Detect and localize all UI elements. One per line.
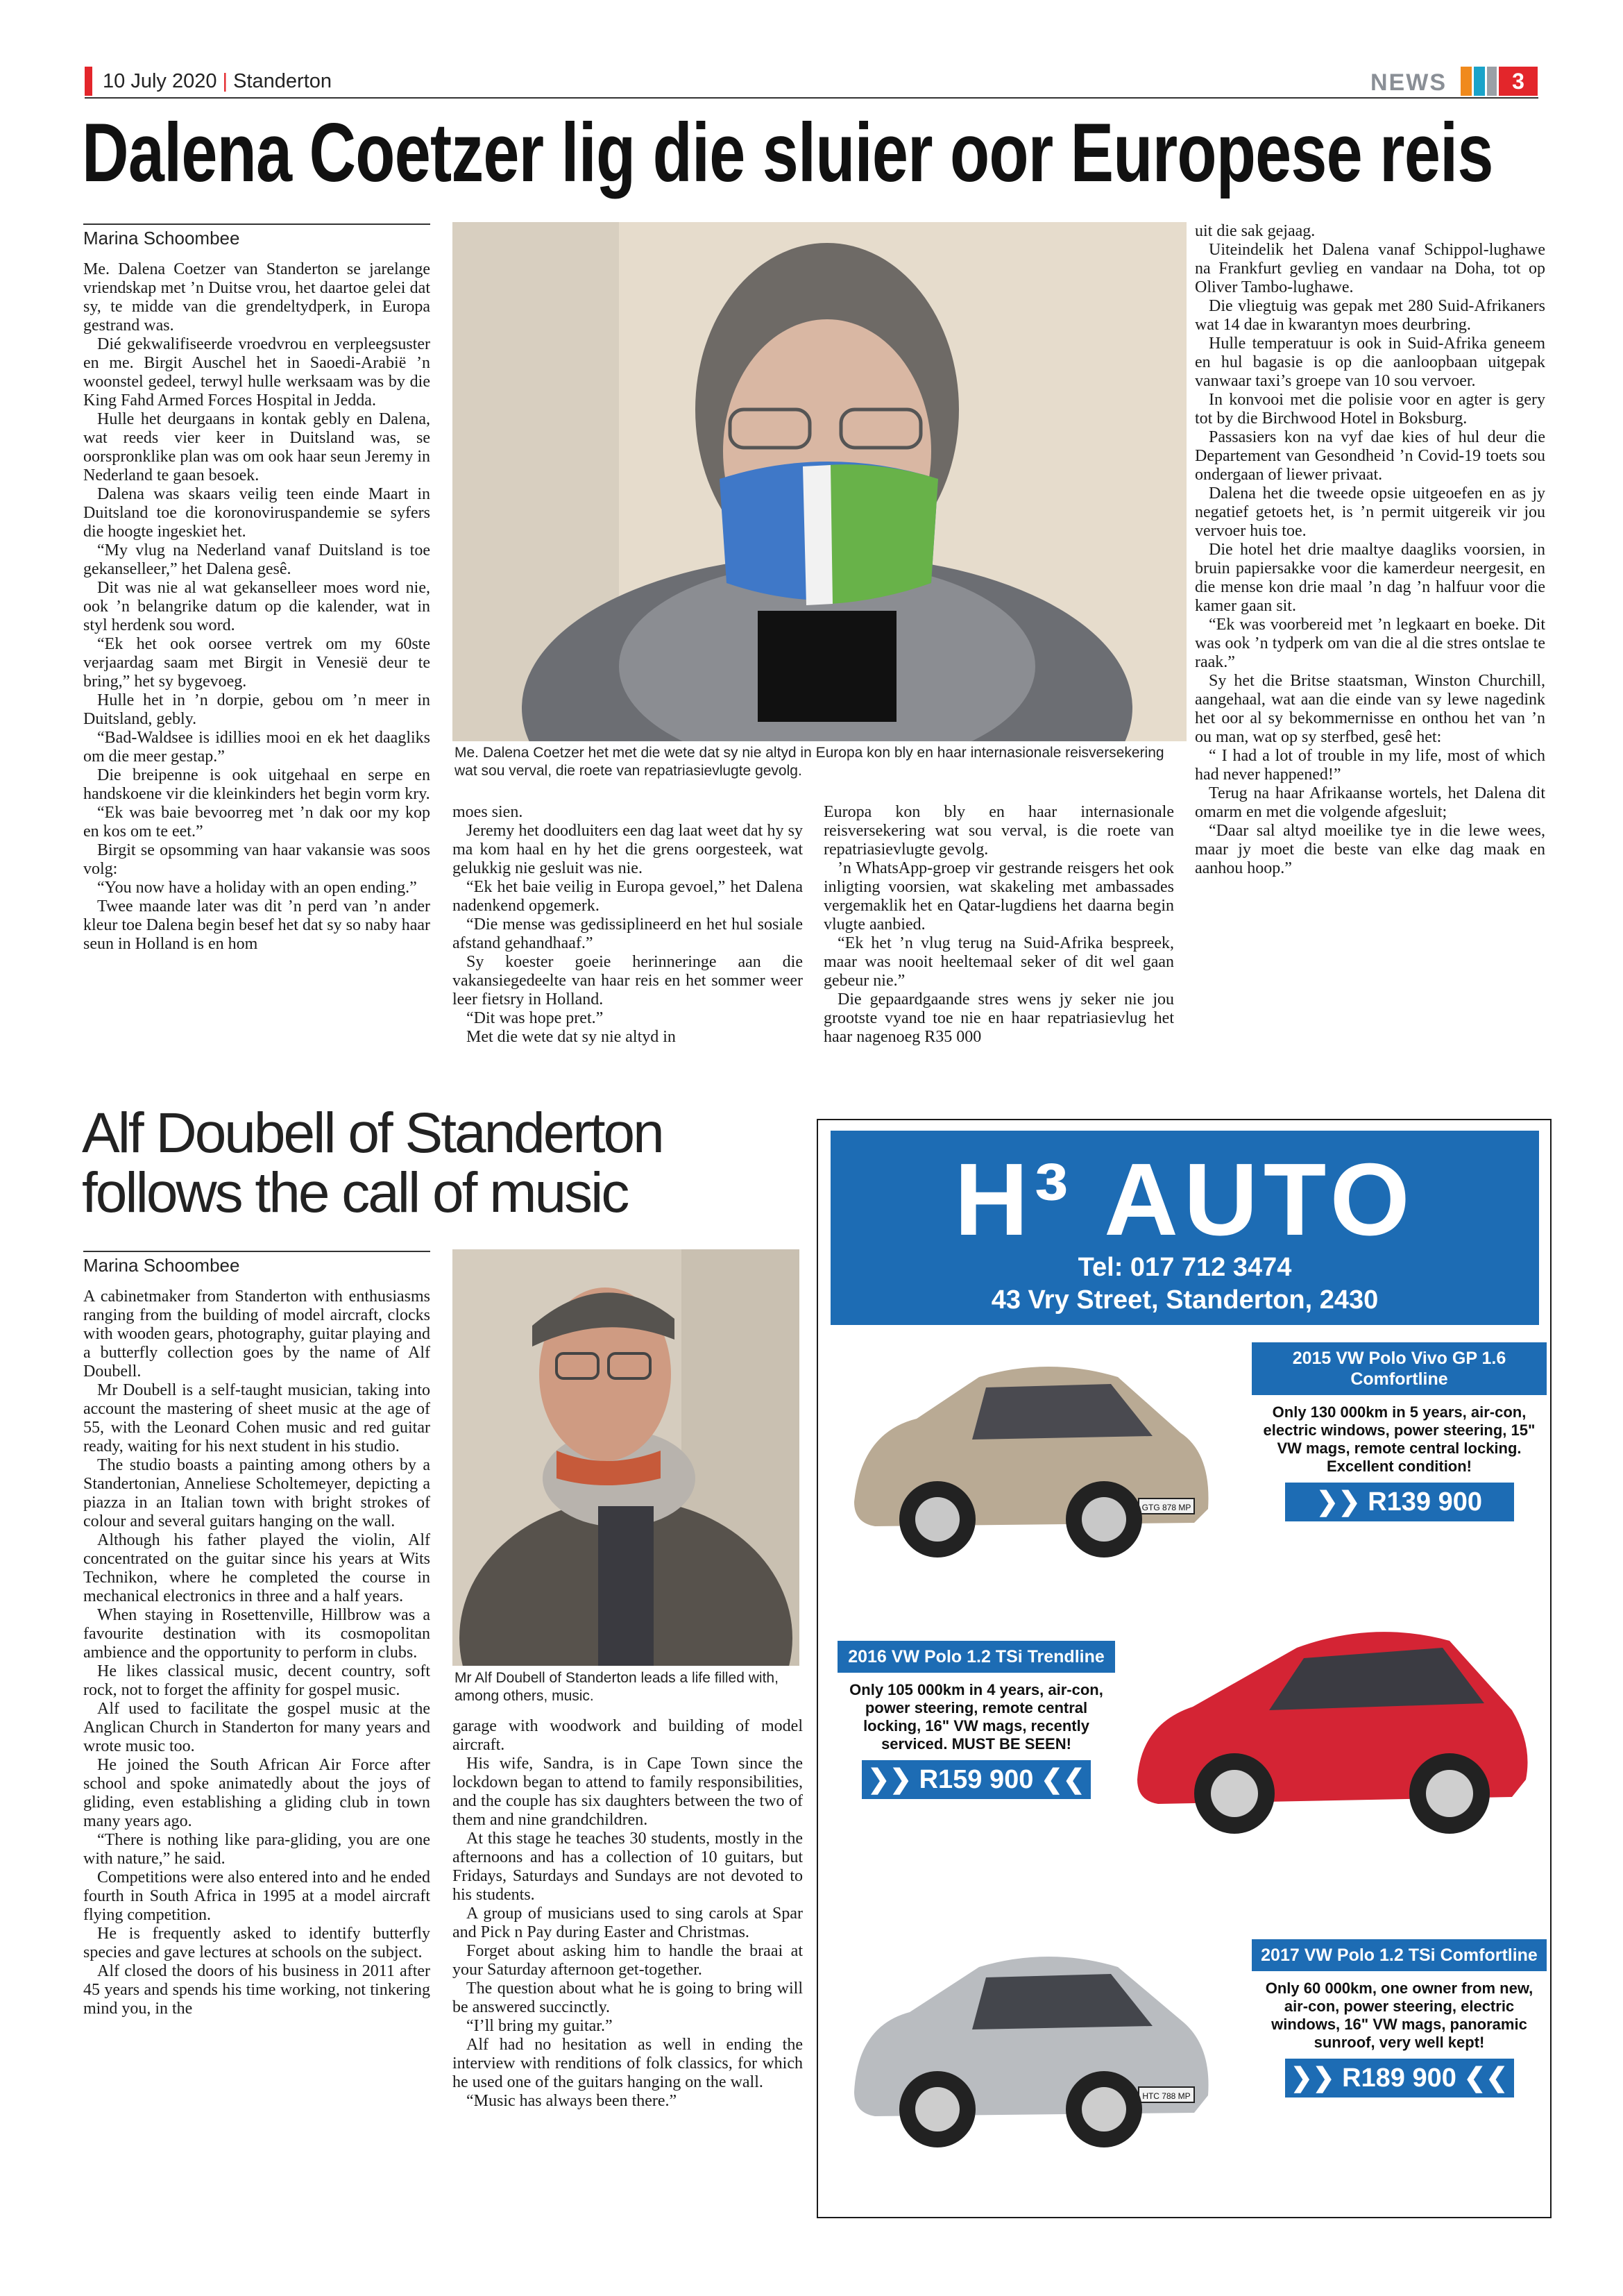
paragraph: Twee maande later was dit ’n perd van ’n ander kleur toe Dalena begin besef het dat sy so naby haar seun in Holland is en hom — [83, 897, 430, 953]
paragraph: Die hotel het drie maaltye daagliks voorsien, in bruin papiersakke voor die kamerdeur neergesit, en die mense kon drie maal ’n dag ’n halfuur voor die kamer gaan sit. — [1195, 541, 1545, 615]
paragraph: When staying in Rosettenville, Hillbrow was a favourite destination with its cosmopolitan ambience and the opportunity to perform in clubs. — [83, 1606, 430, 1662]
car-1-title: 2015 VW Polo Vivo GP 1.6 Comfortline — [1252, 1342, 1547, 1395]
paragraph: “Ek het baie veilig in Europa gevoel,” het Dalena nadenkend opgemerk. — [452, 878, 803, 915]
car-1-price-tag — [1285, 1483, 1514, 1521]
paragraph: “Daar sal altyd moeilike tye in die lewe wees, maar jy moet die beste van elke dag maak en aanhou hoop.” — [1195, 822, 1545, 877]
paragraph: Hulle het deurgaans in kontak gebly en Dalena, wat reeds vier keer in Duitsland was, se oorspronklike plan was om ook haar seun Jeremy in Nederland te gaan besoek. — [83, 410, 430, 484]
car-1-description: Only 130 000km in 5 years, air-con, electric windows, power steering, 15" VW mags, remote central locking. Excellent condition! — [1263, 1403, 1536, 1475]
paragraph: “My vlug na Nederland vanaf Duitsland is toe gekanselleer,” het Dalena gesê. — [83, 541, 430, 578]
car-2-title: 2016 VW Polo 1.2 TSi Trendline — [838, 1641, 1115, 1673]
paragraph: Jeremy het doodluiters een dag laat weet dat hy sy ma kom haal en hy het die grens oorgesteek, wat gelukkig nie gesluit was nie. — [452, 822, 803, 877]
paragraph: Die gepaardgaande stres wens jy seker nie jou grootste vyand toe nie en haar repatriasievlug het haar nagenoeg R35 000 — [824, 990, 1174, 1046]
paragraph: “Ek het ’n vlug terug na Suid-Afrika bespreek, maar was nooit heeltemaal seker of dit wel gaan gebeur nie.” — [824, 934, 1174, 990]
paragraph: His wife, Sandra, is in Cape Town since the lockdown began to attend to family responsibilities, and the couple has six daughters between the two of them and nine grandchildren. — [452, 1755, 803, 1829]
car-2-panel — [838, 1641, 1115, 1799]
section-label: NEWS — [1370, 69, 1447, 96]
article1-column-2 — [452, 803, 803, 1047]
paragraph: Die vliegtuig was gepak met 280 Suid-Afrikaners wat 14 dae in kwarantyn moes deurbring. — [1195, 297, 1545, 334]
chevrons-left-icon: ❮❮ — [1463, 2063, 1509, 2093]
car-2-illustration — [1123, 1606, 1540, 1835]
chevrons-left-icon: ❮❮ — [1040, 1765, 1085, 1794]
town-name: Standerton — [233, 70, 332, 92]
advert-banner — [831, 1131, 1539, 1325]
section-color-block-orange — [1461, 67, 1472, 96]
car-3-price-tag — [1285, 2059, 1514, 2097]
chevrons-right-icon: ❯❯ — [867, 1765, 912, 1794]
article1-byline: Marina Schoombee — [83, 223, 430, 249]
header-red-bar — [85, 67, 92, 96]
article2-photo-caption: Mr Alf Doubell of Standerton leads a life filled with, among others, music. — [454, 1670, 779, 1704]
paragraph: A group of musicians used to sing carols at Spar and Pick n Pay during Easter and Christmas. — [452, 1905, 803, 1941]
article1-column-4 — [1195, 222, 1545, 878]
paragraph: A cabinetmaker from Standerton with enthusiasms ranging from the building of model aircraft, clocks with wooden gears, photography, guitar playing and a butterfly collection goes by the name of Alf Doubell. — [83, 1288, 430, 1381]
paragraph: Dié gekwalifiseerde vroedvrou en verpleegsuster en me. Birgit Auschel het in Saoedi-Arabië ’n woonstel gedeel, terwyl hulle werksaam was by die King Fahd Armed Forces Hospital in Jedda. — [83, 335, 430, 410]
paragraph: He joined the South African Air Force after school and spoke animatedly about the joys of gliding, even establishing a gliding club in town many years ago. — [83, 1756, 430, 1830]
paragraph: “Bad-Waldsee is idillies mooi en ek het daagliks om die meer gestap.” — [83, 729, 430, 766]
car-3-title: 2017 VW Polo 1.2 TSi Comfortline — [1252, 1939, 1547, 1971]
car-image-polo-trendline — [1123, 1606, 1540, 1835]
paragraph: Me. Dalena Coetzer van Standerton se jarelange vriendskap met ’n Duitse vrou, het daartoe gelei dat sy, te midde van die grendeltydperk, in Europa gestrand was. — [83, 260, 430, 335]
header-rule — [85, 97, 1538, 99]
paragraph: He likes classical music, decent country, soft rock, not to forget the affinity for gospel music. — [83, 1662, 430, 1699]
section-color-block-teal — [1474, 67, 1485, 96]
header-dateline — [103, 67, 332, 96]
paragraph: “ I had a lot of trouble in my life, most of which had never happened!” — [1195, 747, 1545, 784]
section-color-block-gray — [1487, 67, 1497, 96]
paragraph: “Ek het ook oorsee vertrek om my 60ste verjaardag saam met Birgit in Venesië deur te bring,” het sy bygevoeg. — [83, 635, 430, 691]
car-3-number-plate: HTC 788 MP — [1142, 2091, 1191, 2101]
paragraph: “I’ll bring my guitar.” — [466, 2017, 613, 2035]
paragraph: Dalena het die tweede opsie uitgeoefen en as jy negatief getoets het, is ’n permit uitgereik vir jou vervoer huis toe. — [1195, 484, 1545, 540]
paragraph: Competitions were also entered into and he ended fourth in South Africa in 1995 at a model aircraft flying competition. — [83, 1868, 430, 1924]
chevrons-right-icon: ❯❯ — [1290, 2063, 1335, 2093]
car-2-price: R159 900 — [919, 1765, 1034, 1794]
dalena-portrait-illustration — [452, 222, 1187, 741]
paragraph: Die breipenne is ook uitgehaal en serpe en handskoene vir die kleinkinders het begin vorm kry. — [83, 766, 430, 803]
issue-date: 10 July 2020 — [103, 70, 217, 92]
dateline-separator: | — [222, 70, 228, 92]
paragraph: Dit was nie al wat gekanselleer moes word nie, ook ’n belangrike datum op die kalender, wat in styl herdenk sou word. — [83, 579, 430, 634]
advert-address: 43 Vry Street, Standerton, 2430 — [991, 1285, 1379, 1315]
paragraph: He is frequently asked to identify butterfly species and gave lectures at schools on the subject. — [83, 1925, 430, 1961]
paragraph: ’n WhatsApp-groep vir gestrande reisgers het ook inligting voorsien, wat skakeling met ambassades vergemaklik het en Qatar-lugdiens het daarna begin vlugte aanbied. — [824, 859, 1174, 934]
article1-photo-caption: Me. Dalena Coetzer het met die wete dat sy nie altyd in Europa kon bly en haar internasionale reisversekering wat sou verval, die roete van repatriasievlugte gevolg. — [454, 745, 1164, 779]
car-1-panel — [1252, 1342, 1547, 1521]
paragraph: “Music has always been there.” — [466, 2092, 677, 2110]
article2-byline: Marina Schoombee — [83, 1251, 430, 1276]
article2-column-2 — [452, 1717, 803, 2111]
paragraph: In konvooi met die polisie voor en agter is gery tot by die Birchwood Hotel in Boksburg. — [1195, 391, 1545, 428]
car-3-price: R189 900 — [1342, 2063, 1456, 2093]
paragraph: Met die wete dat sy nie altyd in — [466, 1028, 676, 1046]
car-2-description: Only 105 000km in 4 years, air-con, power steering, remote central locking, 16" VW mags, recently serviced. MUST BE SEEN! — [849, 1681, 1103, 1753]
paragraph: At this stage he teaches 30 students, mostly in the afternoons and has a collection of 10 guitars, but Fridays, Saturdays and Sundays are not devoted to his students. — [452, 1830, 803, 1904]
paragraph: Passasiers kon na vyf dae kies of hul deur die Departement van Gesondheid ’n Covid-19 toets sou ondergaan of liewer privaat. — [1195, 428, 1545, 484]
paragraph: Mr Doubell is a self-taught musician, taking into account the mastering of sheet music at the age of 55, with the Leonard Cohen music and red guitar ready, waiting for his next student in his studio. — [83, 1381, 430, 1455]
car-image-polo-comfortline — [833, 1936, 1222, 2151]
paragraph: Terug na haar Afrikaanse wortels, het Dalena dit omarm en met die volgende afgesluit; — [1195, 784, 1545, 821]
paragraph: Alf had no hesitation as well in ending the interview with renditions of folk classics, for which he used one of the guitars hanging on the wall. — [452, 2036, 803, 2091]
h3-auto-advert — [817, 1119, 1552, 2218]
paragraph: “Die mense was gedissiplineerd en het hul sosiale afstand gehandhaaf.” — [452, 915, 803, 952]
paragraph: Alf closed the doors of his business in 2011 after 45 years and spends his time working, not tinkering mind you, in the — [83, 1962, 430, 2018]
alf-portrait-illustration — [452, 1249, 799, 1666]
page-number: 3 — [1499, 67, 1538, 96]
paragraph: Uiteindelik het Dalena vanaf Schippol-lughawe na Frankfurt gevlieg en vandaar na Doha, tot op Oliver Tambo-lughawe. — [1195, 241, 1545, 296]
chevrons-right-icon: ❯❯ — [1316, 1487, 1361, 1517]
car-3-panel — [1252, 1939, 1547, 2097]
advert-telephone: Tel: 017 712 3474 — [1078, 1253, 1292, 1282]
car-1-number-plate: GTG 878 MP — [1141, 1503, 1191, 1512]
paragraph: Sy het die Britse staatsman, Winston Churchill, aangehaal, wat aan die einde van sy lewe nagedink het oor al sy bekommernisse en onthou het van ’n ou man, wat op sy sterfbed, gesê het: — [1195, 672, 1545, 746]
paragraph: garage with woodwork and building of model aircraft. — [452, 1717, 803, 1754]
paragraph: Alf used to facilitate the gospel music at the Anglican Church in Standerton for many years and wrote music too. — [83, 1700, 430, 1755]
paragraph: “Ek was baie bevoorreg met ’n dak oor my kop en kos om te eet.” — [83, 804, 430, 841]
article1-column-1 — [83, 260, 430, 954]
car-image-polo-vivo — [833, 1349, 1222, 1564]
car-1-illustration — [833, 1349, 1222, 1564]
paragraph: “Dit was hope pret.” — [466, 1009, 604, 1027]
paragraph: The question about what he is going to bring will be answered succinctly. — [452, 1980, 803, 2016]
photo-alf-doubell — [452, 1249, 799, 1666]
car-1-price: R139 900 — [1368, 1487, 1483, 1517]
paragraph: “You now have a holiday with an open ending.” — [97, 879, 417, 897]
car-2-price-tag — [862, 1760, 1091, 1799]
photo-dalena-coetzer — [452, 222, 1187, 741]
paragraph: Forget about asking him to handle the braai at your Saturday afternoon get-together. — [452, 1942, 803, 1979]
article2-column-1 — [83, 1288, 430, 2018]
paragraph: Europa kon bly en haar internasionale reisversekering wat sou verval, is die roete van repatriasievlugte gevolg. — [824, 803, 1174, 859]
car-3-description: Only 60 000km, one owner from new, air-con, power steering, electric windows, 16" VW mags, panoramic sunroof, very well kept! — [1265, 1980, 1533, 2051]
paragraph: The studio boasts a painting among others by a Standertonian, Anneliese Scholtemeyer, depicting a piazza in an Italian town with bright strokes of colour and several guitars hanging on the wall. — [83, 1456, 430, 1530]
paragraph: Dalena was skaars veilig teen einde Maart in Duitsland toe die koronoviruspandemie se syfers die hoogte ingeskiet het. — [83, 485, 430, 541]
paragraph: uit die sak gejaag. — [1195, 222, 1316, 240]
paragraph: moes sien. — [452, 803, 523, 821]
article1-column-3 — [824, 803, 1174, 1047]
paragraph: Although his father played the violin, Alf concentrated on the guitar since his years at Wits Technikon, where he completed the course in mechanical electronics in three and a half years. — [83, 1531, 430, 1605]
paragraph: Sy koester goeie herinneringe aan die vakansiegedeelte van haar reis en het sommer weer leer fietsry in Holland. — [452, 953, 803, 1008]
paragraph: “Ek was voorbereid met ’n legkaart en boeke. Dit was ook ’n tydperk om van die al die stres ontslae te raak.” — [1195, 616, 1545, 671]
article1-headline: Dalena Coetzer lig die sluier oor Europese reis — [82, 106, 1493, 199]
paragraph: Hulle het in ’n dorpie, gebou om ’n meer in Duitsland, gebly. — [83, 691, 430, 728]
advert-brand: H³ AUTO — [954, 1142, 1416, 1257]
car-3-illustration — [833, 1936, 1222, 2151]
article2-headline: Alf Doubell of Standerton follows the call of music — [82, 1101, 663, 1224]
paragraph: Hulle temperatuur is ook in Suid-Afrika geneem en hul bagasie is op die aanloopbaan uitgepak vanwaar taxi’s groepe van 10 sou vervoer. — [1195, 335, 1545, 390]
paragraph: “There is nothing like para-gliding, you are one with nature,” he said. — [83, 1831, 430, 1868]
paragraph: Birgit se opsomming van haar vakansie was soos volg: — [83, 841, 430, 878]
